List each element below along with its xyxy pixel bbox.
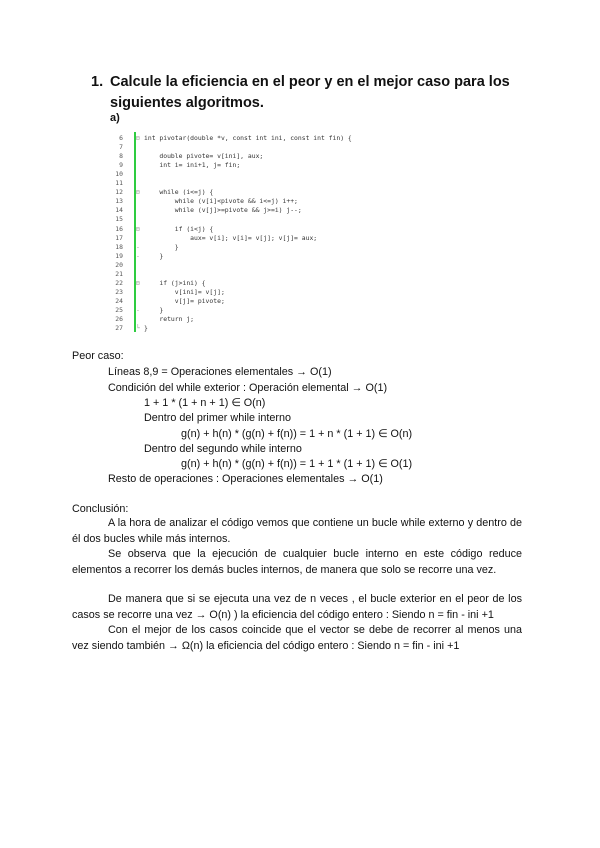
worst-case-line: Condición del while exterior : Operación elemental → O(1) <box>108 382 388 394</box>
code-text: } <box>144 242 179 251</box>
line-number: 15 <box>115 215 123 224</box>
code-text: while (v[i]<pivote && i<=j) i++; <box>144 197 298 206</box>
line-number: 21 <box>115 269 123 278</box>
line-number: 13 <box>115 197 123 206</box>
worst-case-line: Líneas 8,9 = Operaciones elementales → O(1) <box>108 366 332 378</box>
fold-marker-icon: - <box>136 242 140 251</box>
subsection-label: a) <box>110 112 120 124</box>
code-text: while (i<=j) { <box>144 188 214 197</box>
worst-case-line: Dentro del primer while interno <box>144 412 292 424</box>
conclusion-paragraph: Se observa que la ejecución de cualquier bucle interno en este código reduce elementos a recorrer los demás bucles internos, de manera que solo se recorre una vez. <box>72 548 522 576</box>
line-number: 16 <box>115 224 123 233</box>
exercise-heading <box>91 72 531 114</box>
conclusion-paragraph: De manera que si se ejecuta una vez de n veces , el bucle exterior en el peor de los casos se recorre una vez → O(n) ) la eficiencia del código entero : Siendo n = fin - ini +1 <box>72 593 522 621</box>
exercise-statement: Calcule la eficiencia en el peor y en el mejor caso para los siguientes algoritmos. <box>110 74 510 111</box>
fold-marker-icon: ⊟ <box>136 188 140 197</box>
code-text: v[ini]= v[j]; <box>144 287 225 296</box>
code-text: } <box>144 324 148 333</box>
worst-case-line: 1 + 1 * (1 + n + 1) ∈ O(n) <box>144 397 266 409</box>
line-number: 25 <box>115 305 123 314</box>
line-number: 17 <box>115 233 123 242</box>
code-text: if (j>ini) { <box>144 278 206 287</box>
conclusion-paragraph: Con el mejor de los casos coincide que el vector se debe de recorrer al menos una vez siendo también → Ω(n) la eficiencia del código entero : Siendo n = fin - ini +1 <box>72 624 522 652</box>
fold-marker-icon: - <box>136 251 140 260</box>
worst-case-line: Resto de operaciones : Operaciones elementales → O(1) <box>108 473 383 485</box>
worst-case-line: g(n) + h(n) * (g(n) + f(n)) = 1 + 1 * (1 + 1) ∈ O(1) <box>181 458 413 470</box>
line-number: 6 <box>119 134 123 142</box>
worst-case-line: g(n) + h(n) * (g(n) + f(n)) = 1 + n * (1 + 1) ∈ O(n) <box>181 428 413 440</box>
fold-marker-icon: ⊟ <box>136 278 140 287</box>
code-text: } <box>144 251 164 260</box>
fold-marker-icon: ⊟ <box>136 134 140 142</box>
line-number: 9 <box>119 161 123 170</box>
code-text: int i= ini+1, j= fin; <box>144 161 241 170</box>
line-number: 11 <box>115 179 123 188</box>
line-number: 12 <box>115 188 123 197</box>
line-number: 14 <box>115 206 123 215</box>
exercise-number: 1. <box>91 74 104 90</box>
conclusion-title: Conclusión: <box>72 503 129 515</box>
line-number: 7 <box>119 143 123 152</box>
line-number: 22 <box>115 278 123 287</box>
line-number: 20 <box>115 260 123 269</box>
code-text: double pivote= v[ini], aux; <box>144 152 264 161</box>
code-text: aux= v[i]; v[i]= v[j]; v[j]= aux; <box>144 233 318 242</box>
line-number: 19 <box>115 251 123 260</box>
line-number: 10 <box>115 170 123 179</box>
code-text: v[j]= pivote; <box>144 296 225 305</box>
code-text: if (i<j) { <box>144 224 214 233</box>
worst-case-line: Dentro del segundo while interno <box>144 443 302 455</box>
code-text: int pivotar(double *v, const int ini, const int fin) { <box>144 134 352 142</box>
fold-marker-icon: ⊟ <box>136 224 140 233</box>
conclusion-paragraph: A la hora de analizar el código vemos que contiene un bucle while externo y dentro de él dos bucles while más internos. <box>72 517 522 545</box>
fold-marker-icon: - <box>136 305 140 314</box>
line-number: 27 <box>115 324 123 333</box>
line-number: 8 <box>119 152 123 161</box>
code-text: } <box>144 305 164 314</box>
line-number: 24 <box>115 296 123 305</box>
fold-marker-icon: └ <box>136 324 140 333</box>
line-number: 18 <box>115 242 123 251</box>
worst-case-title: Peor caso: <box>72 350 124 362</box>
code-text: return j; <box>144 315 195 323</box>
code-screenshot <box>106 131 406 335</box>
line-number: 26 <box>115 315 123 323</box>
line-number: 23 <box>115 287 123 296</box>
code-text: while (v[j]>=pivote && j>=i) j--; <box>144 206 302 215</box>
